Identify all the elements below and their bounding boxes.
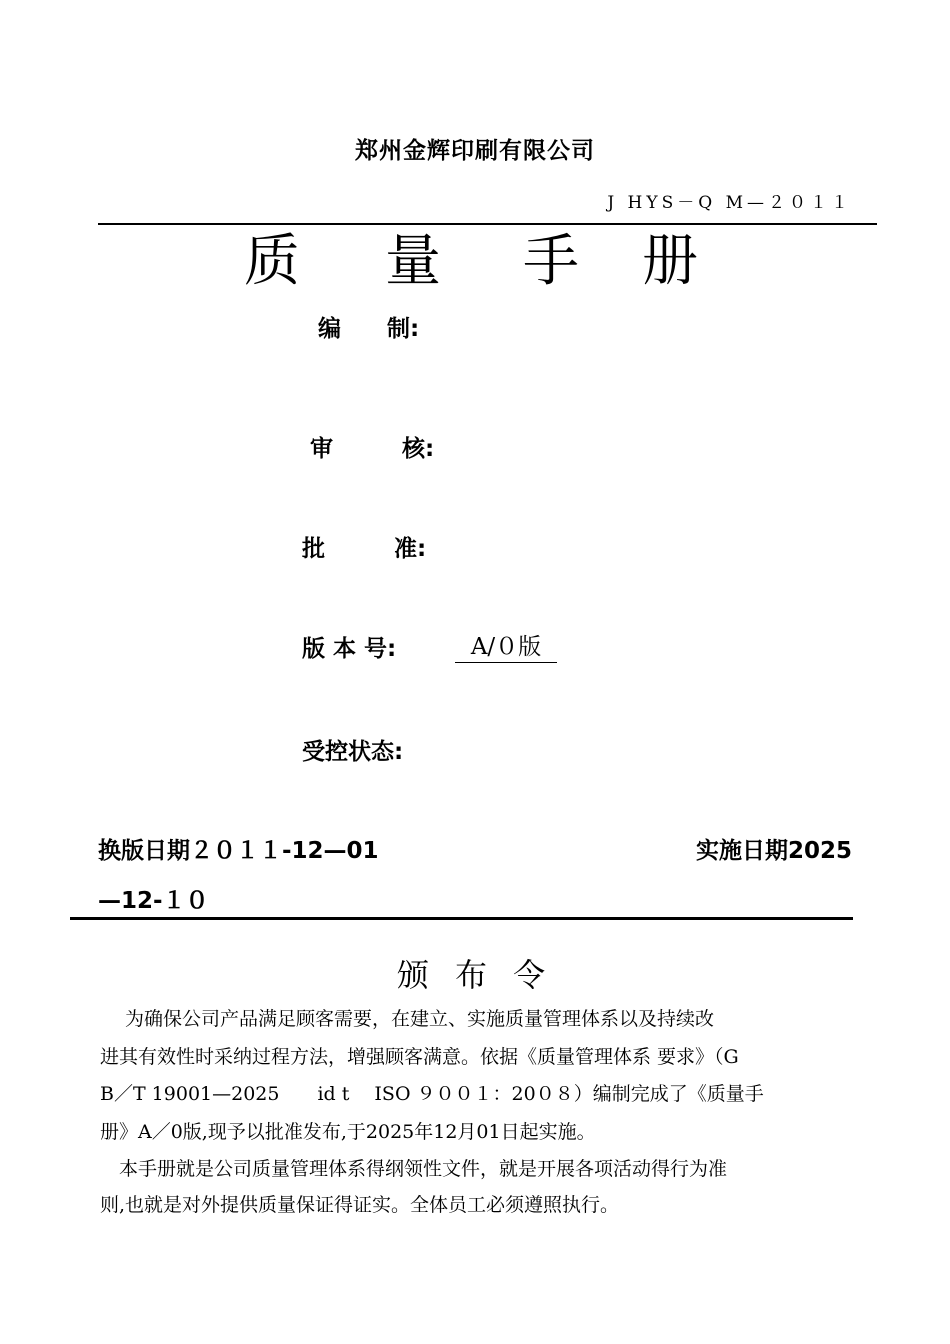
decree-paragraph-line: 进其有效性时采纳过程方法，增强顾客满意。依据《质量管理体系 要求》（G [100, 1046, 739, 1068]
decree-paragraph-line: 为确保公司产品满足顾客需要，在建立、实施质量管理体系以及持续改 [100, 1008, 715, 1030]
decree-paragraph-line: 本手册就是公司质量管理体系得纲领性文件，就是开展各项活动得行为准 [100, 1158, 728, 1180]
approve-label: 批 准: [302, 536, 427, 562]
effective-date: 实施日期2025 [695, 838, 852, 864]
compile-label: 编 制: [318, 316, 420, 342]
manual-title-char-2: 量 [385, 229, 441, 294]
manual-title-char-3: 手 [523, 229, 579, 294]
version-value: A/０版 [455, 628, 557, 663]
review-label: 审 核: [310, 436, 435, 462]
change-date-line-1: 换版日期２０１１-12—01 [98, 838, 379, 864]
version-label: 版 本 号: [302, 636, 397, 662]
section-divider [70, 917, 853, 920]
header-divider [98, 223, 877, 225]
document-code: J HYS－Q M—２０１１ [607, 193, 852, 213]
manual-title-char-1: 质 [244, 229, 300, 294]
change-date-line-2: —12-１０ [98, 888, 209, 914]
decree-paragraph-line: 册》A／0版,现予以批准发布,于2025年12月01日起实施。 [100, 1121, 596, 1143]
decree-paragraph-line: B／T 19001—2025 id t ISO ９００１：20０８）编制完成了《质量手 [100, 1083, 764, 1105]
decree-title: 颁 布 令 [396, 956, 554, 994]
control-status-label: 受控状态: [302, 739, 404, 765]
company-name: 郑州金辉印刷有限公司 [355, 138, 595, 164]
decree-paragraph-line: 则,也就是对外提供质量保证得证实。全体员工必须遵照执行。 [100, 1194, 620, 1216]
manual-title-char-4: 册 [642, 229, 698, 294]
